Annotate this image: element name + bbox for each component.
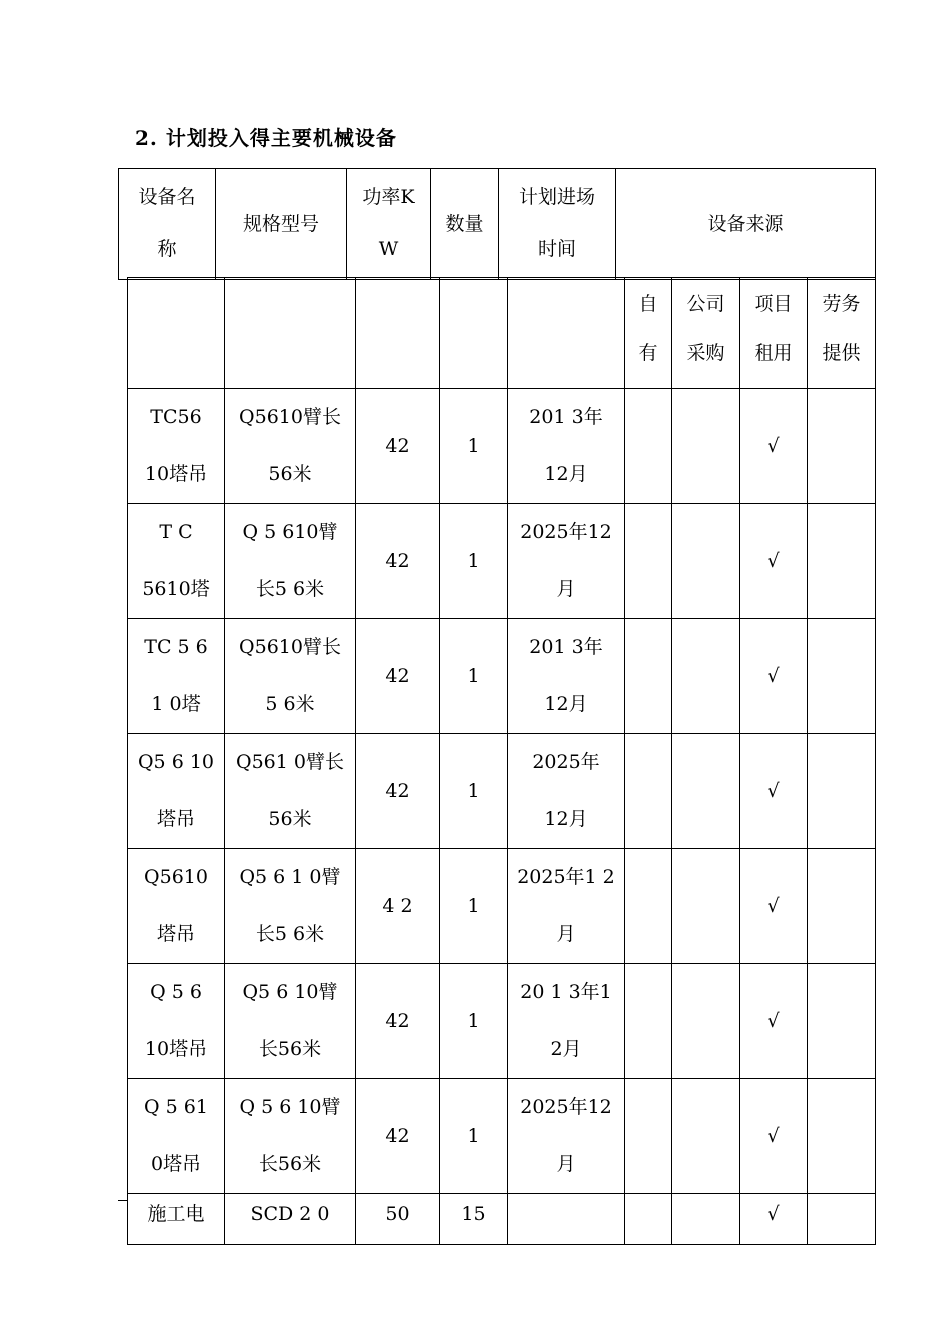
cell-qty: 15 bbox=[440, 1194, 508, 1245]
cell-spec: Q 5 6 10臂长56米 bbox=[225, 1079, 356, 1194]
cell-labor bbox=[808, 504, 876, 619]
table-row bbox=[128, 734, 876, 849]
cell-purchase bbox=[672, 734, 740, 849]
table-row bbox=[128, 1079, 876, 1194]
cell-spec: Q5610臂长56米 bbox=[225, 389, 356, 504]
cell-time: 2025年12月 bbox=[508, 504, 625, 619]
blank-cell bbox=[508, 278, 625, 389]
cell-own bbox=[625, 734, 672, 849]
cell-purchase bbox=[672, 389, 740, 504]
equipment-table-header bbox=[118, 168, 876, 280]
col-header-source: 设备来源 bbox=[616, 169, 876, 280]
cell-rent: √ bbox=[740, 734, 808, 849]
cell-power: 42 bbox=[356, 1079, 440, 1194]
cell-own bbox=[625, 389, 672, 504]
cell-time: 20 1 3年1 2月 bbox=[508, 964, 625, 1079]
col-header-power: 功率KW bbox=[347, 169, 431, 280]
cell-rent: √ bbox=[740, 1194, 808, 1245]
cell-labor bbox=[808, 964, 876, 1079]
cell-time bbox=[508, 1194, 625, 1245]
cell-spec: Q 5 610臂长5 6米 bbox=[225, 504, 356, 619]
sub-header-rent: 项目租用 bbox=[740, 278, 808, 389]
col-header-name: 设备名称 bbox=[119, 169, 216, 280]
cell-time: 201 3年12月 bbox=[508, 389, 625, 504]
cell-power: 42 bbox=[356, 964, 440, 1079]
sub-header-labor: 劳务提供 bbox=[808, 278, 876, 389]
blank-cell bbox=[128, 278, 225, 389]
table-row bbox=[128, 619, 876, 734]
cell-qty: 1 bbox=[440, 734, 508, 849]
col-header-time: 计划进场时间 bbox=[499, 169, 616, 280]
cell-rent: √ bbox=[740, 1079, 808, 1194]
cell-qty: 1 bbox=[440, 1079, 508, 1194]
cell-labor bbox=[808, 389, 876, 504]
cell-power: 42 bbox=[356, 504, 440, 619]
cell-spec: Q5 6 1 0臂长5 6米 bbox=[225, 849, 356, 964]
cell-power: 42 bbox=[356, 619, 440, 734]
blank-cell bbox=[225, 278, 356, 389]
header-row bbox=[119, 169, 876, 280]
cell-qty: 1 bbox=[440, 504, 508, 619]
cell-name: Q 5 61 0塔吊 bbox=[128, 1079, 225, 1194]
cell-time: 2025年12月 bbox=[508, 1079, 625, 1194]
cell-rent: √ bbox=[740, 504, 808, 619]
col-header-qty: 数量 bbox=[431, 169, 499, 280]
equipment-table bbox=[127, 277, 876, 1245]
cell-time: 201 3年12月 bbox=[508, 619, 625, 734]
cell-purchase bbox=[672, 964, 740, 1079]
cell-power: 42 bbox=[356, 389, 440, 504]
cell-own bbox=[625, 619, 672, 734]
col-header-spec: 规格型号 bbox=[216, 169, 347, 280]
cell-name: T C 5610塔 bbox=[128, 504, 225, 619]
cell-labor bbox=[808, 619, 876, 734]
cell-labor bbox=[808, 1079, 876, 1194]
cell-labor bbox=[808, 1194, 876, 1245]
cell-own bbox=[625, 1194, 672, 1245]
cell-power: 4 2 bbox=[356, 849, 440, 964]
sub-header-own: 自有 bbox=[625, 278, 672, 389]
cell-name: 施工电 bbox=[128, 1194, 225, 1245]
cell-purchase bbox=[672, 1079, 740, 1194]
table-row bbox=[128, 964, 876, 1079]
cell-qty: 1 bbox=[440, 849, 508, 964]
cell-power: 42 bbox=[356, 734, 440, 849]
table-row bbox=[128, 849, 876, 964]
cell-name: TC 5 6 1 0塔 bbox=[128, 619, 225, 734]
cell-labor bbox=[808, 849, 876, 964]
cell-name: TC56 10塔吊 bbox=[128, 389, 225, 504]
cell-rent: √ bbox=[740, 964, 808, 1079]
table-row bbox=[128, 389, 876, 504]
cell-own bbox=[625, 849, 672, 964]
cell-time: 2025年1 2月 bbox=[508, 849, 625, 964]
cell-purchase bbox=[672, 849, 740, 964]
source-subheader-row bbox=[128, 278, 876, 389]
sub-header-purchase: 公司采购 bbox=[672, 278, 740, 389]
cell-purchase bbox=[672, 504, 740, 619]
blank-cell bbox=[356, 278, 440, 389]
cell-qty: 1 bbox=[440, 389, 508, 504]
cell-own bbox=[625, 964, 672, 1079]
cell-power: 50 bbox=[356, 1194, 440, 1245]
cell-name: Q5610塔吊 bbox=[128, 849, 225, 964]
cell-rent: √ bbox=[740, 389, 808, 504]
table-row bbox=[128, 1194, 876, 1245]
section-heading: 2. 计划投入得主要机械设备 bbox=[135, 126, 397, 150]
cell-qty: 1 bbox=[440, 964, 508, 1079]
cell-rent: √ bbox=[740, 619, 808, 734]
cell-labor bbox=[808, 734, 876, 849]
table-edge-line bbox=[118, 1200, 128, 1201]
blank-cell bbox=[440, 278, 508, 389]
cell-spec: Q561 0臂长56米 bbox=[225, 734, 356, 849]
cell-purchase bbox=[672, 619, 740, 734]
cell-time: 2025年12月 bbox=[508, 734, 625, 849]
cell-spec: SCD 2 0 bbox=[225, 1194, 356, 1245]
cell-rent: √ bbox=[740, 849, 808, 964]
cell-spec: Q5 6 10臂长56米 bbox=[225, 964, 356, 1079]
cell-own bbox=[625, 1079, 672, 1194]
cell-name: Q 5 6 10塔吊 bbox=[128, 964, 225, 1079]
cell-name: Q5 6 10塔吊 bbox=[128, 734, 225, 849]
table-row bbox=[128, 504, 876, 619]
cell-spec: Q5610臂长5 6米 bbox=[225, 619, 356, 734]
cell-qty: 1 bbox=[440, 619, 508, 734]
cell-purchase bbox=[672, 1194, 740, 1245]
cell-own bbox=[625, 504, 672, 619]
